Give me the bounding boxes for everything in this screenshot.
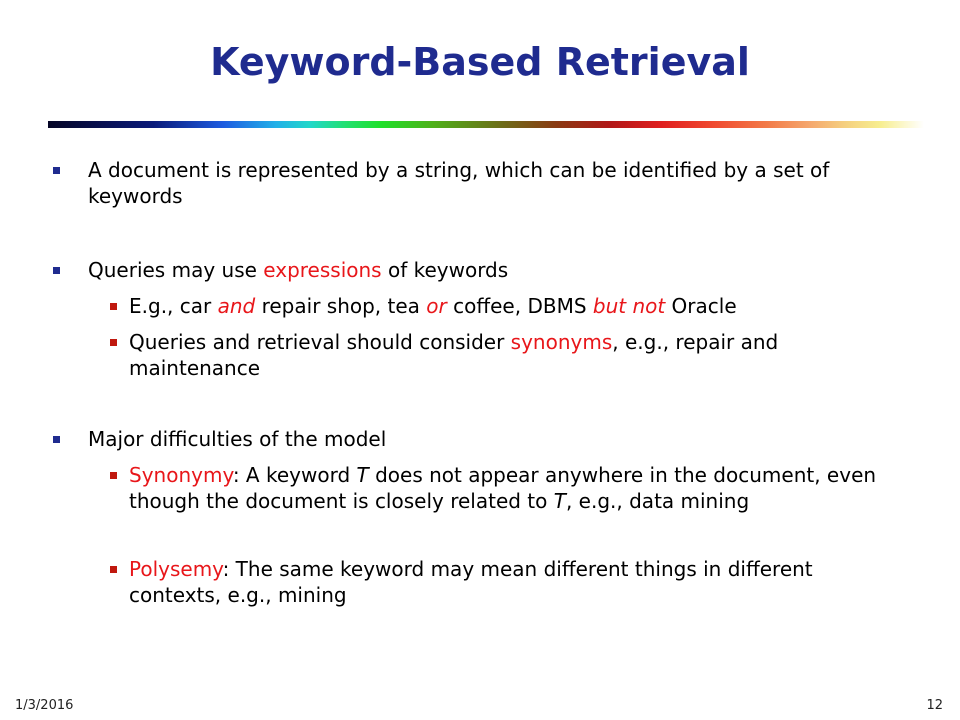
- operator-or: or: [426, 294, 447, 318]
- highlight-expressions: expressions: [263, 258, 382, 282]
- variable-t: T: [553, 489, 566, 513]
- text-segment: Oracle: [665, 294, 737, 318]
- bullet-text: Major difficulties of the model: [88, 427, 387, 451]
- bullet-text: A document is represented by a string, which can be identified by a set of keywords: [88, 158, 830, 208]
- operator-but-not: but not: [592, 294, 666, 318]
- square-bullet-icon: [110, 303, 117, 310]
- text-segment: coffee, DBMS: [446, 294, 593, 318]
- square-bullet-icon: [110, 566, 117, 573]
- subbullet-text: [129, 462, 909, 514]
- square-bullet-icon: [110, 339, 117, 346]
- square-bullet-icon: [53, 167, 60, 174]
- square-bullet-icon: [110, 472, 117, 479]
- slide-page-number: 12: [926, 698, 943, 713]
- text-segment: : The same keyword may mean different things in different contexts, e.g., mining: [129, 557, 813, 607]
- term-synonymy: Synonymy: [129, 463, 233, 487]
- text-segment: does not appear anywhere in the document, even though the document is closely related to: [129, 463, 877, 513]
- subbullet-text: [129, 556, 909, 608]
- square-bullet-icon: [53, 267, 60, 274]
- variable-t: T: [356, 463, 369, 487]
- slide-title: Keyword-Based Retrieval: [210, 40, 750, 84]
- text-segment: Queries may use: [88, 258, 264, 282]
- subbullet-text: [129, 293, 909, 319]
- square-bullet-icon: [53, 436, 60, 443]
- text-segment: E.g., car: [129, 294, 218, 318]
- text-segment: Queries and retrieval should consider: [129, 330, 511, 354]
- text-segment: , e.g., repair and maintenance: [129, 330, 779, 380]
- text-segment: , e.g., data mining: [565, 489, 750, 513]
- highlight-synonyms: synonyms: [510, 330, 613, 354]
- bullet-text: [88, 257, 888, 283]
- text-segment: : A keyword: [232, 463, 357, 487]
- text-segment: of keywords: [381, 258, 509, 282]
- text-segment: repair shop, tea: [255, 294, 427, 318]
- slide-date: 1/3/2016: [15, 698, 74, 713]
- term-polysemy: Polysemy: [129, 557, 223, 581]
- subbullet-text: [129, 329, 909, 381]
- title-gradient-rule: [48, 121, 924, 128]
- operator-and: and: [217, 294, 256, 318]
